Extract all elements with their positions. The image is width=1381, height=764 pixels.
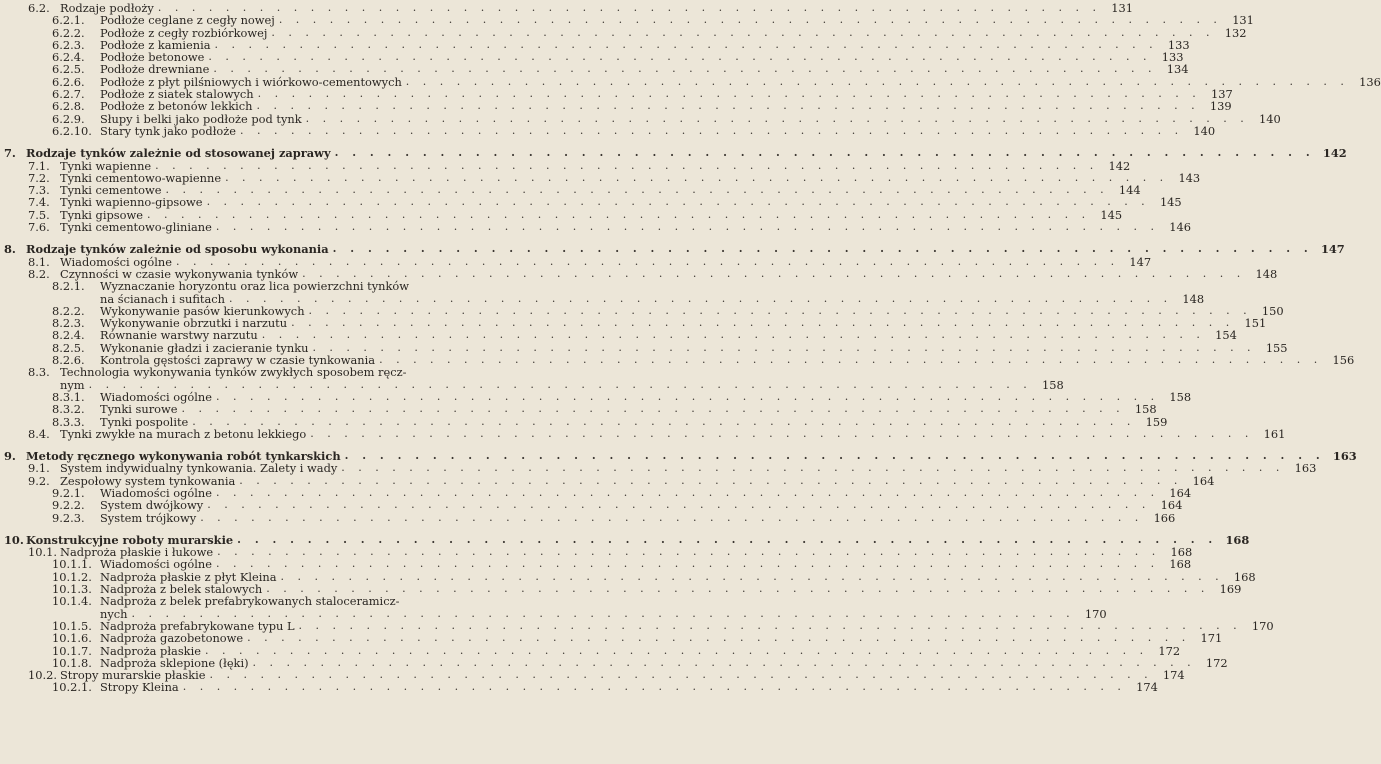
toc-entry-page: 159 xyxy=(1145,414,1168,429)
toc-leader: . . . . . . . . . . . . . . . . . . . . . . . . . . . . . . . . . . . . . . . . . . . . . . . . . . . . . . . . xyxy=(131,606,1075,620)
toc-entry-number: 6.2.8. xyxy=(52,99,85,114)
toc-entry-number: 7. xyxy=(4,146,16,161)
toc-entry-number: 10.1.6. xyxy=(52,631,92,646)
toc-entry xyxy=(0,280,500,292)
toc-leader: . . . . . . . . . . . . . . . . . . . . . . . . . . . . . . . . . . . . . . . . . . . . . . . . . . . . . . . . xyxy=(239,123,1184,137)
toc-entry-title: Tynki zwykłe na murach z betonu lekkiego xyxy=(60,426,307,441)
toc-entry-title: Wiadomości ogólne xyxy=(100,389,212,404)
toc-entry-number: 9.2. xyxy=(28,473,50,488)
toc-leader: . . . . . . . . . . . . . . . . . . . . . . . . . . . . . . . . . . . . . . . . . . . . . . . . . . . . . . . . xyxy=(207,498,1151,512)
toc-entry-number: 7.5. xyxy=(28,207,50,222)
toc-entry-number: 6.2.7. xyxy=(52,87,85,102)
toc-entry-title: Podłoże ceglane z cegły nowej xyxy=(100,13,275,28)
toc-entry-title: Nadproża gazobetonowe xyxy=(100,631,244,646)
toc-leader: . . . . . . . . . . . . . . . . . . . . . . . . . . . . . . . . . . . . . . . . . . . . . . . . . . . . . . . . xyxy=(261,328,1205,342)
toc-entry xyxy=(0,99,1232,114)
toc-entry xyxy=(0,426,1286,441)
toc-entry xyxy=(0,461,1317,476)
toc-leader: . . . . . . . . . . . . . . . . . . . . . . . . . . . . . . . . . . . . . . . . . . . . . . . . . . . . . . . . xyxy=(302,266,1246,280)
toc-leader: . . . . . . . . . . . . . . . . . . . . . . . . . . . . . . . . . . . . . . . . . . . . . . . . . . . . . . . . xyxy=(291,316,1235,330)
toc-leader: . . . . . . . . . . . . . . . . . . . . . . . . . . . . . . . . . . . . . . . . . . . . . . . . . . . . . . . . xyxy=(215,220,1159,234)
toc-entry-title: Słupy i belki jako podłoże pod tynk xyxy=(100,111,302,126)
toc-entry-title: Podłoże z płyt pilśniowych i wiórkowo-cementowych xyxy=(100,74,402,89)
toc-leader: . . . . . . . . . . . . . . . . . . . . . . . . . . . . . . . . . . . . . . . . . . . . . . . . . . . . . . . . xyxy=(256,99,1200,113)
toc-entry-page: 134 xyxy=(1166,62,1189,77)
toc-entry-number: 9.2.2. xyxy=(52,498,85,513)
toc-entry-number: 10.1.7. xyxy=(52,643,92,658)
toc-entry xyxy=(0,631,1223,646)
toc-leader: . . . . . . . . . . . . . . . . . . . . . . . . . . . . . . . . . . . . . . . . . . . . . . . . . . . . . . . . xyxy=(215,389,1160,403)
toc-entry-page: 150 xyxy=(1261,303,1284,318)
toc-entry-title: Tynki wapienno-gipsowe xyxy=(60,195,203,210)
toc-entry xyxy=(0,595,500,607)
toc-leader: . . . . . . . . . . . . . . . . . . . . . . . . . . . . . . . . . . . . . . . . . . . . . . . . . . . . . . . . xyxy=(192,414,1136,428)
toc-entry-page: 140 xyxy=(1193,123,1216,138)
toc-leader: . . . . . . . . . . . . . . . . . . . . . . . . . . . . . . . . . . . . . . . . . . . . . . . . . . . . . . . . xyxy=(215,485,1160,499)
toc-entry-number: 10. xyxy=(4,532,24,547)
toc-leader: . . . . . . . . . . . . . . . . . . . . . . . . . . . . . . . . . . . . . . . . . . . . . . . . . . . . . . . . xyxy=(165,183,1109,197)
toc-chapter xyxy=(0,242,1345,257)
toc-leader: . . . . . . . . . . . . . . . . . . . . . . . . . . . . . . . . . . . . . . . . . . . . . . . . . . . . . . . . xyxy=(271,25,1215,39)
toc-entry-title: Wykonywanie pasów kierunkowych xyxy=(100,303,305,318)
toc-leader: . . . . . . . . . . . . . . . . . . . . . . . . . . . . . . . . . . . . . . . . . . . . . . . . . . . . . . . . xyxy=(379,353,1323,367)
toc-entry-number: 7.4. xyxy=(28,195,50,210)
toc-entry-number: 10.2. xyxy=(28,668,57,683)
toc-entry-number: 6.2.4. xyxy=(52,50,85,65)
toc-entry-title: Nadproża z belek stalowych xyxy=(100,582,263,597)
toc-entry xyxy=(0,643,1181,658)
toc-leader: . . . . . . . . . . . . . . . . . . . . . . . . . . . . . . . . . . . . . . . . . . . . . . . . . . . . . . . . xyxy=(175,254,1120,268)
toc-entry xyxy=(0,13,1254,28)
toc-entry-title: Nadproża sklepione (łęki) xyxy=(100,655,249,670)
toc-entry-number: 8.3. xyxy=(28,365,50,380)
toc-leader: . . . . . . . . . . . . . . . . . . . . . . . . . . . . . . . . . . . . . . . . . . . . . . . . . . . . . . . . xyxy=(305,111,1249,125)
toc-entry-number: 8.2.1. xyxy=(52,279,85,294)
toc-entry-title: System indywidualny tynkowania. Zalety i wady xyxy=(60,461,338,476)
toc-entry-page: 147 xyxy=(1129,254,1152,269)
toc-entry-number: 8.3.1. xyxy=(52,389,85,404)
toc-entry-page: 132 xyxy=(1224,25,1247,40)
toc-leader: . . . . . . . . . . . . . . . . . . . . . . . . . . . . . . . . . . . . . . . . . . . . . . . . . . . . . . . . xyxy=(204,643,1149,657)
toc-entry-title: Stropy Kleina xyxy=(100,680,179,695)
toc-entry-title: Równanie warstwy narzutu xyxy=(100,328,258,343)
toc-entry-number: 9. xyxy=(4,449,16,464)
toc-entry-title: Tynki cementowo-wapienne xyxy=(60,170,222,185)
toc-leader: . . . . . . . . . . . . . . . . . . . . . . . . . . . . . . . . . . . . . . . . . . . . . . . . . . . . . . . . xyxy=(181,402,1125,416)
toc-entry-number: 10.1.5. xyxy=(52,618,92,633)
toc-leader: . . . . . . . . . . . . . . . . . . . . . . . . . . . . . . . . . . . . . . . . . . . . . . . . . . . . . . . . xyxy=(217,545,1161,559)
toc-entry-number: 10.1. xyxy=(28,545,57,560)
toc-entry-page: 172 xyxy=(1205,655,1228,670)
toc-leader: . . . . . . . . . . . . . . . . . . . . . . . . . . . . . . . . . . . . . . . . . . . . . . . . . . . . . . . . xyxy=(341,461,1285,475)
toc-leader: . . . . . . . . . . . . . . . . . . . . . . . . . . . . . . . . . . . . . . . . . . . . . . . . . . . . . . . . xyxy=(332,242,1313,256)
toc-entry-number: 8.4. xyxy=(28,426,50,441)
toc-entry-title: Tynki surowe xyxy=(100,402,178,417)
toc-entry-title: Zespołowy system tynkowania xyxy=(60,473,236,488)
toc-entry-number: 8.2.2. xyxy=(52,303,85,318)
toc-entry-title: Tynki pospolite xyxy=(100,414,189,429)
toc-entry-title: System dwójkowy xyxy=(100,498,204,513)
toc-entry xyxy=(0,195,1182,210)
toc-entry-page: 139 xyxy=(1209,99,1232,114)
toc-entry-page: 151 xyxy=(1244,316,1267,331)
toc-entry-page: 163 xyxy=(1294,461,1317,476)
toc-leader: . . . . . . . . . . . . . . . . . . . . . . . . . . . . . . . . . . . . . . . . . . . . . . . . . . . . . . . . xyxy=(213,62,1157,76)
toc-entry-title: Podłoże z betonów lekkich xyxy=(100,99,253,114)
toc-entry xyxy=(0,62,1189,77)
toc-entry-page: 131 xyxy=(1232,13,1254,28)
toc-entry-page: 154 xyxy=(1215,328,1237,343)
toc-entry-number: 10.1.8. xyxy=(52,655,92,670)
toc-entry-title: Rodzaje tynków zależnie od sposobu wykonania xyxy=(26,242,329,257)
toc-entry-title: Podłoże z cegły rozbiórkowej xyxy=(100,25,268,40)
toc-entry-number: 10.2.1. xyxy=(52,680,92,695)
toc-leader: . . . . . . . . . . . . . . . . . . . . . . . . . . . . . . . . . . . . . . . . . . . . . . . . . . . . . . . . xyxy=(88,377,1032,391)
toc-entry-number: 10.1.1. xyxy=(52,557,92,572)
toc-leader: . . . . . . . . . . . . . . . . . . . . . . . . . . . . . . . . . . . . . . . . . . . . . . . . . . . . . . . . xyxy=(214,37,1158,51)
toc-leader: . . . . . . . . . . . . . . . . . . . . . . . . . . . . . . . . . . . . . . . . . . . . . . . . . . . . . . . . xyxy=(278,13,1222,27)
toc-entry-number: 8.2. xyxy=(28,266,50,281)
toc-entry-title: Podłoże betonowe xyxy=(100,50,205,65)
toc-entry-title: Wiadomości ogólne xyxy=(100,557,212,572)
toc-entry-number: 7.2. xyxy=(28,170,50,185)
toc-entry xyxy=(0,680,1158,695)
toc-leader: . . . . . . . . . . . . . . . . . . . . . . . . . . . . . . . . . . . . . . . . . . . . . . . . . . . . . . . . xyxy=(344,449,1325,463)
toc-entry-number: 9.2.1. xyxy=(52,485,85,500)
toc-leader: . . . . . . . . . . . . . . . . . . . . . . . . . . . . . . . . . . . . . . . . . . . . . . . . . . . . . . . . xyxy=(200,510,1144,524)
toc-entry-page: 174 xyxy=(1162,668,1185,683)
toc-entry-title: Nadproża prefabrykowane typu L xyxy=(100,618,295,633)
toc-entry-page: 171 xyxy=(1200,631,1223,646)
toc-entry-continuation xyxy=(0,291,1205,306)
toc-entry-title: Podłoże z kamienia xyxy=(100,37,211,52)
table-of-contents xyxy=(0,1,1381,695)
toc-entry-page: 145 xyxy=(1159,195,1182,210)
toc-entry xyxy=(0,402,1157,417)
toc-leader: . . . . . . . . . . . . . . . . . . . . . . . . . . . . . . . . . . . . . . . . . . . . . . . . . . . . . . . . xyxy=(225,170,1169,184)
toc-entry-title: Tynki cementowo-gliniane xyxy=(60,220,212,235)
toc-leader: . . . . . . . . . . . . . . . . . . . . . . . . . . . . . . . . . . . . . . . . . . . . . . . . . . . . . . . . xyxy=(182,680,1126,694)
toc-entry-number: 8.2.6. xyxy=(52,353,85,368)
toc-entry-number: 8.2.3. xyxy=(52,316,85,331)
toc-leader: . . . . . . . . . . . . . . . . . . . . . . . . . . . . . . . . . . . . . . . . . . . . . . . . . . . . . . . . xyxy=(157,1,1101,14)
toc-entry-page: 163 xyxy=(1332,449,1357,464)
toc-leader: . . . . . . . . . . . . . . . . . . . . . . . . . . . . . . . . . . . . . . . . . . . . . . . . . . . . . . . . xyxy=(257,87,1201,101)
toc-entry-title: Rodzaje podłoży xyxy=(60,1,154,15)
toc-entry-title: Nadproża płaskie i łukowe xyxy=(60,545,214,560)
toc-entry-page: 168 xyxy=(1225,532,1250,547)
toc-entry-title: Wiadomości ogólne xyxy=(60,254,172,269)
toc-entry-page: 133 xyxy=(1167,37,1190,52)
toc-entry-number: 10.1.3. xyxy=(52,582,92,597)
toc-entry-number: 6.2.9. xyxy=(52,111,85,126)
toc-chapter xyxy=(0,146,1347,161)
toc-entry xyxy=(0,414,1168,429)
toc-entry-number: 6.2.2. xyxy=(52,25,85,40)
toc-entry-title: Podłoże drewniane xyxy=(100,62,210,77)
toc-entry-number: 6.2.10. xyxy=(52,123,92,138)
toc-entry-page: 147 xyxy=(1320,242,1345,257)
toc-entry-page: 161 xyxy=(1263,426,1286,441)
toc-entry-number: 9.1. xyxy=(28,461,50,476)
toc-leader: . . . . . . . . . . . . . . . . . . . . . . . . . . . . . . . . . . . . . . . . . . . . . . . . . . . . . . . . xyxy=(312,340,1256,354)
toc-entry-page: 168 xyxy=(1170,545,1193,560)
toc-entry-title: Tynki gipsowe xyxy=(60,207,143,222)
toc-entry-page: 142 xyxy=(1322,146,1347,161)
toc-entry-page: 158 xyxy=(1169,389,1192,404)
toc-entry-title: Technologia wykonywania tynków zwykłych sposobem ręcz- xyxy=(60,365,407,380)
toc-entry-page: 168 xyxy=(1233,569,1256,584)
toc-entry-page: 158 xyxy=(1041,377,1064,392)
toc-entry-page: 168 xyxy=(1169,557,1192,572)
toc-entry-title-cont: nych xyxy=(100,606,128,621)
toc-entry-title: Czynności w czasie wykonywania tynków xyxy=(60,266,299,281)
toc-entry-title: Konstrukcyjne roboty murarskie xyxy=(26,532,234,547)
toc-leader: . . . . . . . . . . . . . . . . . . . . . . . . . . . . . . . . . . . . . . . . . . . . . . . . . . . . . . . . xyxy=(206,195,1150,209)
toc-entry-title: Stropy murarskie płaskie xyxy=(60,668,206,683)
toc-entry xyxy=(0,328,1237,343)
toc-entry-title: Nadproża płaskie z płyt Kleina xyxy=(100,569,277,584)
toc-leader: . . . . . . . . . . . . . . . . . . . . . . . . . . . . . . . . . . . . . . . . . . . . . . . . . . . . . . . . xyxy=(308,303,1252,317)
toc-leader: . . . . . . . . . . . . . . . . . . . . . . . . . . . . . . . . . . . . . . . . . . . . . . . . . . . . . . . . xyxy=(208,50,1152,64)
toc-entry-number: 10.1.4. xyxy=(52,594,92,609)
toc-entry-page: 144 xyxy=(1118,183,1141,198)
toc-entry-title-cont: nym xyxy=(60,377,85,392)
toc-entry-number: 10.1.2. xyxy=(52,569,92,584)
toc-leader: . . . . . . . . . . . . . . . . . . . . . . . . . . . . . . . . . . . . . . . . . . . . . . . . . . . . . . . . xyxy=(266,582,1210,596)
toc-entry-number: 6.2.1. xyxy=(52,13,85,28)
toc-entry-page: 148 xyxy=(1182,291,1205,306)
toc-entry-page: 143 xyxy=(1178,170,1201,185)
toc-entry-page: 155 xyxy=(1265,340,1288,355)
toc-entry-page: 136 xyxy=(1359,74,1381,89)
toc-entry xyxy=(0,158,1131,173)
toc-entry-page: 145 xyxy=(1100,207,1123,222)
toc-entry-page: 170 xyxy=(1251,618,1274,633)
toc-entry-title-cont: na ścianach i sufitach xyxy=(100,291,225,306)
toc-entry-number: 7.1. xyxy=(28,158,50,173)
toc-leader: . . . . . . . . . . . . . . . . . . . . . . . . . . . . . . . . . . . . . . . . . . . . . . . . . . . . . . . . xyxy=(405,74,1349,88)
toc-entry-number: 6.2.3. xyxy=(52,37,85,52)
toc-entry-number: 6.2. xyxy=(28,1,50,15)
toc-entry-title: Podłoże z siatek stalowych xyxy=(100,87,254,102)
toc-entry xyxy=(0,220,1191,235)
toc-entry-title: System trójkowy xyxy=(100,510,197,525)
toc-entry-number: 6.2.6. xyxy=(52,74,85,89)
toc-entry-title: Wykonywanie obrzutki i narzutu xyxy=(100,316,288,331)
toc-entry-page: 142 xyxy=(1108,158,1131,173)
toc-entry-number: 8.1. xyxy=(28,254,50,269)
toc-entry-page: 156 xyxy=(1332,353,1355,368)
toc-entry xyxy=(0,366,500,378)
toc-entry-number: 7.6. xyxy=(28,220,50,235)
toc-entry-title: Stary tynk jako podłoże xyxy=(100,123,236,138)
toc-entry-page: 164 xyxy=(1192,473,1215,488)
toc-entry-title: Nadproża z belek prefabrykowanych staloceramicz- xyxy=(100,594,400,609)
toc-leader: . . . . . . . . . . . . . . . . . . . . . . . . . . . . . . . . . . . . . . . . . . . . . . . . . . . . . . . . xyxy=(229,291,1173,305)
toc-entry-page: 169 xyxy=(1219,582,1242,597)
toc-entry-title: Kontrola gęstości zaprawy w czasie tynkowania xyxy=(100,353,376,368)
toc-entry xyxy=(0,123,1216,138)
toc-entry-number: 8.3.2. xyxy=(52,402,85,417)
toc-entry xyxy=(0,510,1176,525)
toc-entry-page: 148 xyxy=(1255,266,1278,281)
toc-entry-page: 164 xyxy=(1169,485,1192,500)
toc-leader: . . . . . . . . . . . . . . . . . . . . . . . . . . . . . . . . . . . . . . . . . . . . . . . . . . . . . . . . xyxy=(247,631,1191,645)
toc-entry-number: 9.2.3. xyxy=(52,510,85,525)
toc-entry-number: 8. xyxy=(4,242,16,257)
toc-entry-page: 140 xyxy=(1259,111,1281,126)
toc-entry-number: 8.3.3. xyxy=(52,414,85,429)
toc-leader: . . . . . . . . . . . . . . . . . . . . . . . . . . . . . . . . . . . . . . . . . . . . . . . . . . . . . . . . xyxy=(298,618,1242,632)
toc-entry-number: 6.2.5. xyxy=(52,62,85,77)
toc-entry-title: Rodzaje tynków zależnie od stosowanej zaprawy xyxy=(26,146,331,161)
toc-entry-page: 166 xyxy=(1153,510,1176,525)
toc-entry-page: 133 xyxy=(1161,50,1184,65)
toc-entry-title: Metody ręcznego wykonywania robót tynkarskich xyxy=(26,449,341,464)
toc-leader: . . . . . . . . . . . . . . . . . . . . . . . . . . . . . . . . . . . . . . . . . . . . . . . . . . . . . . . . xyxy=(146,207,1091,221)
toc-entry-title: Wykonanie gładzi i zacieranie tynku xyxy=(100,340,309,355)
toc-leader: . . . . . . . . . . . . . . . . . . . . . . . . . . . . . . . . . . . . . . . . . . . . . . . . . . . . . . . . xyxy=(310,426,1254,440)
toc-entry-number: 8.2.5. xyxy=(52,340,85,355)
toc-entry-title: Nadproża płaskie xyxy=(100,643,201,658)
toc-entry-number: 8.2.4. xyxy=(52,328,85,343)
toc-leader: . . . . . . . . . . . . . . . . . . . . . . . . . . . . . . . . . . . . . . . . . . . . . . . . . . . . . . . . xyxy=(334,146,1315,160)
toc-entry-title: Wyznaczanie horyzontu oraz lica powierzchni tynków xyxy=(100,279,410,294)
toc-entry-page: 172 xyxy=(1158,643,1181,658)
toc-entry-page: 131 xyxy=(1111,1,1133,15)
toc-leader: . . . . . . . . . . . . . . . . . . . . . . . . . . . . . . . . . . . . . . . . . . . . . . . . . . . . . . . . xyxy=(252,655,1196,669)
toc-entry-title: Tynki wapienne xyxy=(60,158,152,173)
toc-entry-page: 170 xyxy=(1084,606,1107,621)
toc-leader: . . . . . . . . . . . . . . . . . . . . . . . . . . . . . . . . . . . . . . . . . . . . . . . . . . . . . . . . xyxy=(209,668,1153,682)
toc-entry-title: Wiadomości ogólne xyxy=(100,485,212,500)
toc-entry xyxy=(0,498,1183,513)
toc-entry-page: 158 xyxy=(1134,402,1157,417)
toc-leader: . . . . . . . . . . . . . . . . . . . . . . . . . . . . . . . . . . . . . . . . . . . . . . . . . . . . . . . . xyxy=(215,557,1160,571)
toc-leader: . . . . . . . . . . . . . . . . . . . . . . . . . . . . . . . . . . . . . . . . . . . . . . . . . . . . . . . . xyxy=(237,532,1218,546)
toc-entry xyxy=(0,557,1192,572)
toc-leader: . . . . . . . . . . . . . . . . . . . . . . . . . . . . . . . . . . . . . . . . . . . . . . . . . . . . . . . . xyxy=(239,473,1183,487)
toc-entry-title: Tynki cementowe xyxy=(60,183,162,198)
toc-leader: . . . . . . . . . . . . . . . . . . . . . . . . . . . . . . . . . . . . . . . . . . . . . . . . . . . . . . . . xyxy=(155,158,1099,172)
toc-entry-page: 174 xyxy=(1136,680,1158,695)
toc-entry-page: 146 xyxy=(1169,220,1191,235)
toc-entry-page: 164 xyxy=(1160,498,1183,513)
toc-entry-number: 7.3. xyxy=(28,183,50,198)
toc-leader: . . . . . . . . . . . . . . . . . . . . . . . . . . . . . . . . . . . . . . . . . . . . . . . . . . . . . . . . xyxy=(280,569,1224,583)
toc-entry-page: 137 xyxy=(1211,87,1233,102)
